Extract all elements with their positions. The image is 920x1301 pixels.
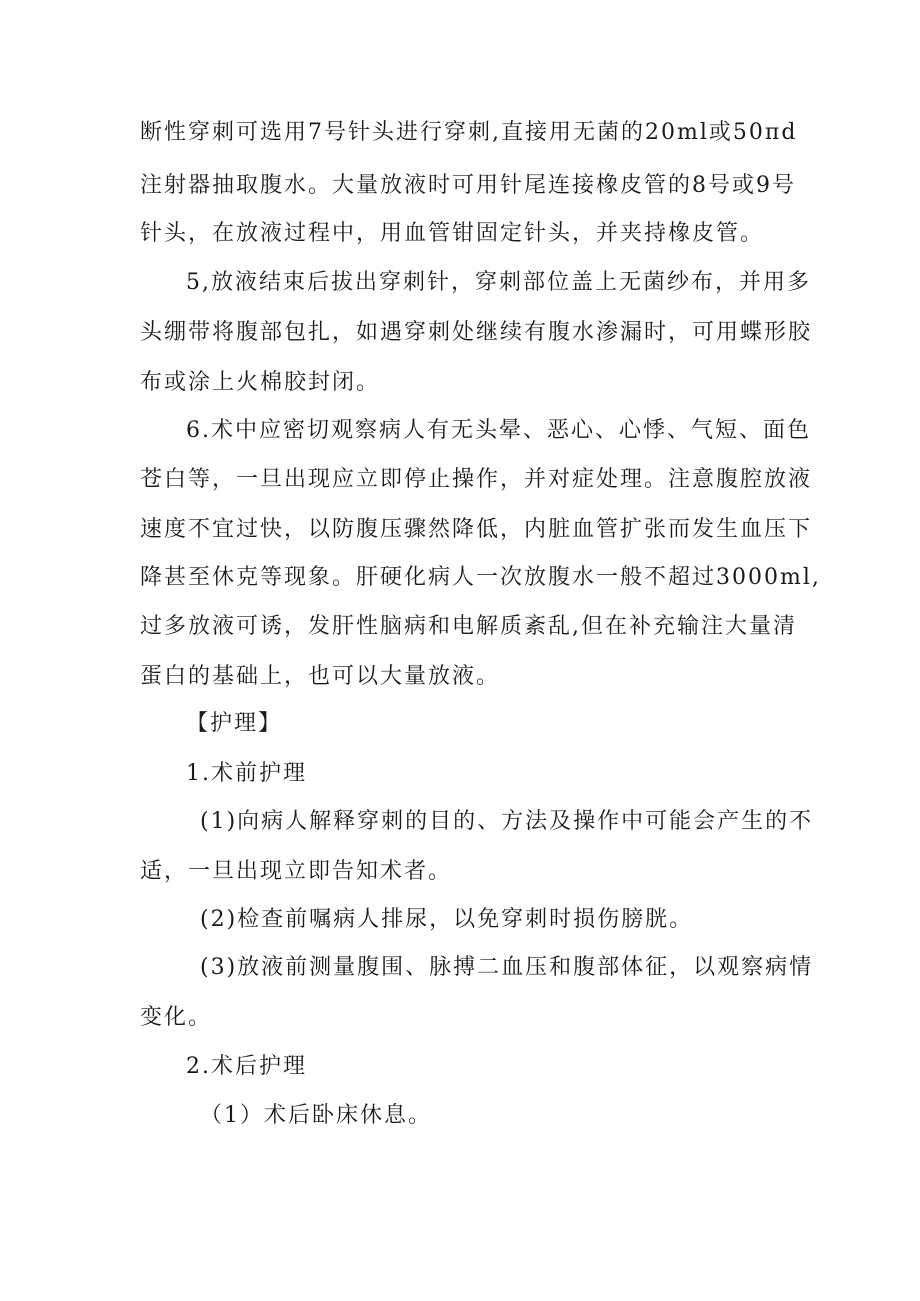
text-line-17: (2)检查前嘱病人排尿，以免穿刺时损伤膀胱。 bbox=[200, 907, 694, 932]
text-line-1: 断性穿刺可选用7号针头进行穿刺,直接用无菌的20ml或50πd bbox=[140, 120, 798, 145]
text-line-7: 6.术中应密切观察病人有无头晕、恶心、心悸、气短、面色 bbox=[186, 418, 811, 443]
text-line-2: 注射器抽取腹水。大量放液时可用针尾连接橡皮管的8号或9号 bbox=[140, 173, 796, 198]
text-line-19: 变化。 bbox=[140, 1005, 213, 1030]
text-line-3: 针头，在放液过程中，用血管钳固定针头，并夹持橡皮管。 bbox=[140, 221, 765, 246]
text-line-18: (3)放液前测量腹围、脉搏二血压和腹部体征，以观察病情 bbox=[200, 955, 814, 980]
subheading-preop-nursing: 1.术前护理 bbox=[186, 761, 307, 786]
text-line-12: 蛋白的基础上，也可以大量放液。 bbox=[140, 664, 501, 689]
text-line-4: 5,放液结束后拔出穿刺针，穿刺部位盖上无菌纱布，并用多 bbox=[186, 270, 811, 295]
text-line-9: 速度不宜过快，以防腹压骤然降低，内脏血管扩张而发生血压下 bbox=[140, 517, 813, 542]
text-line-21: （1）术后卧床休息。 bbox=[200, 1103, 432, 1128]
text-line-10: 降甚至休克等现象。肝硬化病人一次放腹水一般不超过3000ml, bbox=[140, 565, 821, 590]
text-line-11: 过多放液可诱，发肝性脑病和电解质紊乱,但在补充输注大量清 bbox=[140, 614, 797, 639]
text-line-6: 布或涂上火棉胶封闭。 bbox=[140, 370, 381, 395]
section-heading-nursing: 【护理】 bbox=[186, 711, 283, 736]
text-line-5: 头绷带将腹部包扎，如遇穿刺处继续有腹水渗漏时，可用蝶形胶 bbox=[140, 320, 813, 345]
text-line-15: (1)向病人解释穿刺的目的、方法及操作中可能会产生的不 bbox=[200, 809, 814, 834]
text-line-8: 苍白等，一旦出现应立即停止操作，并对症处理。注意腹腔放液 bbox=[140, 467, 813, 492]
subheading-postop-nursing: 2.术后护理 bbox=[186, 1054, 307, 1079]
text-line-16: 适，一旦出现立即告知术者。 bbox=[140, 859, 453, 884]
